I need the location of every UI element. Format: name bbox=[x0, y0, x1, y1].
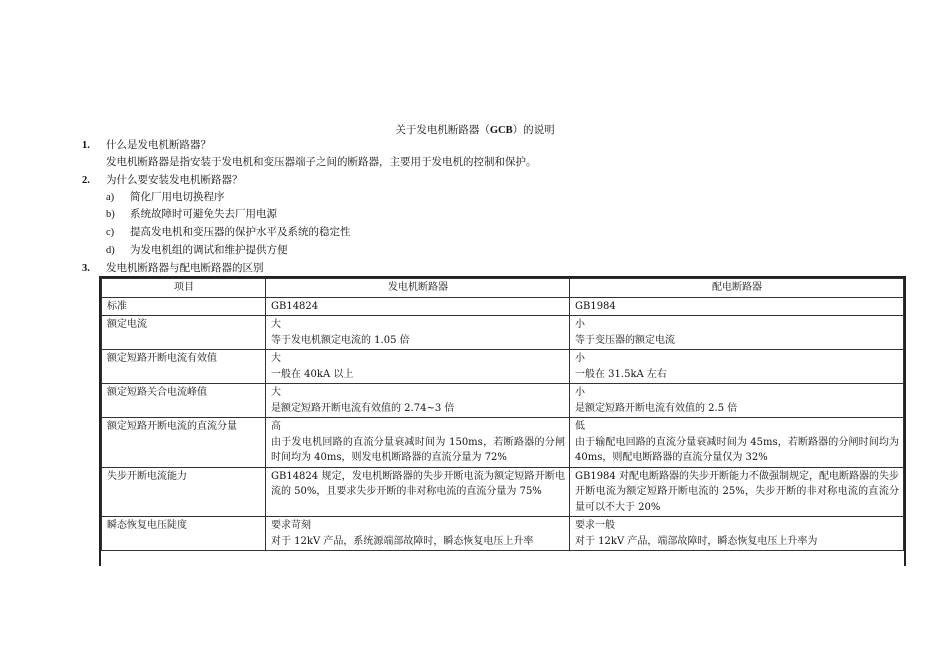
cell-line: 是额定短路开断电流有效值的 2.74~3 倍 bbox=[271, 402, 455, 414]
cell-line: 高 bbox=[271, 421, 281, 432]
document-title bbox=[0, 122, 950, 137]
section-1-text: 发电机断路器是指安装于发电机和变压器端子之间的断路器，主要用于发电机的控制和保护。 bbox=[106, 156, 537, 168]
title-bold: GCB bbox=[489, 125, 513, 136]
cell-line: GB14824 bbox=[271, 300, 319, 312]
list-item-text: 提高发电机和变压器的保护水平及系统的稳定性 bbox=[130, 226, 351, 238]
list-item-label: b) bbox=[106, 209, 115, 220]
table-header-row bbox=[102, 279, 904, 298]
cell-distribution bbox=[570, 316, 904, 350]
table-row bbox=[102, 297, 904, 316]
cell-item: 瞬态恢复电压陡度 bbox=[102, 517, 266, 551]
list-item-text: 系统故障时可避免失去厂用电源 bbox=[130, 208, 277, 220]
cell-line: 小 bbox=[575, 353, 585, 364]
cell-line: GB1984 对配电断路器的失步开断能力不做强制规定，配电断路器的失步开断电流为额定短路开断电流的 25%，失步开断的非对称电流的直流分量可以不大于 20% bbox=[575, 470, 899, 513]
cell-item: 额定短路开断电流有效值 bbox=[102, 350, 266, 384]
list-item-text: 为发电机组的调试和维护提供方便 bbox=[130, 244, 288, 256]
cell-line: 要求苛刻 bbox=[271, 520, 311, 531]
title-suffix: ）的说明 bbox=[512, 124, 555, 136]
cell-item: 额定短路关合电流峰值 bbox=[102, 384, 266, 418]
section-heading-text: 为什么要安装发电机断路器？ bbox=[106, 174, 243, 186]
cell-item: 标准 bbox=[102, 297, 266, 316]
list-item-label: a) bbox=[106, 192, 115, 203]
section-number: 2. bbox=[82, 175, 90, 186]
cell-line: 是额定短路开断电流有效值的 2.5 倍 bbox=[575, 402, 738, 414]
cell-item: 额定电流 bbox=[102, 316, 266, 350]
cell-distribution bbox=[570, 517, 904, 551]
cell-gcb bbox=[266, 316, 570, 350]
list-item-label: c) bbox=[106, 227, 115, 238]
column-header-gcb: 发电机断路器 bbox=[266, 279, 570, 298]
table-row bbox=[102, 517, 904, 551]
title-prefix: 关于发电机断路器（ bbox=[395, 124, 490, 136]
cell-line: 等于发电机额定电流的 1.05 倍 bbox=[271, 334, 410, 346]
column-header-item: 项目 bbox=[102, 279, 266, 298]
section-number: 1. bbox=[82, 140, 90, 151]
section-number: 3. bbox=[82, 263, 90, 274]
cell-line: 要求一般 bbox=[575, 520, 615, 531]
cell-line: GB1984 bbox=[575, 300, 616, 312]
cell-distribution bbox=[570, 350, 904, 384]
cell-gcb bbox=[266, 418, 570, 468]
cell-gcb bbox=[266, 297, 570, 316]
cell-line: 小 bbox=[575, 319, 585, 330]
list-item bbox=[106, 207, 277, 222]
list-item bbox=[106, 243, 288, 258]
column-header-distribution: 配电断路器 bbox=[570, 279, 904, 298]
cell-line: 大 bbox=[271, 353, 281, 364]
cell-line: 由于输配电回路的直流分量衰减时间为 45ms，若断路器的分闸时间均为 40ms，则配电断路器的直流分量仅为 32% bbox=[575, 436, 899, 463]
cell-gcb bbox=[266, 467, 570, 517]
table-row bbox=[102, 418, 904, 468]
list-item bbox=[106, 225, 351, 240]
table-row bbox=[102, 467, 904, 517]
cell-gcb bbox=[266, 384, 570, 418]
list-item-label: d) bbox=[106, 245, 115, 256]
section-3-heading bbox=[82, 261, 264, 276]
cell-line: 大 bbox=[271, 319, 281, 330]
cell-line: 由于发电机回路的直流分量衰减时间为 150ms，若断路器的分闸时间均为 40ms，则发电机断路器的直流分量为 72% bbox=[271, 436, 565, 463]
cell-line: 对于 12kV 产品，端部故障时，瞬态恢复电压上升率为 bbox=[575, 535, 818, 547]
section-heading-text: 发电机断路器与配电断路器的区别 bbox=[106, 262, 264, 274]
cell-distribution bbox=[570, 297, 904, 316]
cell-item: 失步开断电流能力 bbox=[102, 467, 266, 517]
list-item bbox=[106, 190, 225, 205]
cell-line: 等于变压器的额定电流 bbox=[575, 334, 675, 346]
list-item-text: 简化厂用电切换程序 bbox=[130, 191, 225, 203]
cell-gcb bbox=[266, 350, 570, 384]
cell-distribution bbox=[570, 384, 904, 418]
cell-line: 大 bbox=[271, 387, 281, 398]
cell-distribution bbox=[570, 418, 904, 468]
comparison-table bbox=[101, 278, 904, 551]
cell-line: 小 bbox=[575, 387, 585, 398]
section-heading-text: 什么是发电机断路器？ bbox=[106, 139, 211, 151]
cell-line: 一般在 40kA 以上 bbox=[271, 368, 354, 380]
cell-line: GB14824 规定，发电机断路器的失步开断电流为额定短路开断电流的 50%，且要求失步开断的非对称电流的直流分量为 75% bbox=[271, 470, 565, 497]
cell-line: 低 bbox=[575, 421, 585, 432]
table-row bbox=[102, 316, 904, 350]
cell-line: 对于 12kV 产品，系统源端部故障时，瞬态恢复电压上升率 bbox=[271, 535, 534, 547]
table-row bbox=[102, 350, 904, 384]
cell-distribution bbox=[570, 467, 904, 517]
table-row bbox=[102, 384, 904, 418]
cell-item: 额定短路开断电流的直流分量 bbox=[102, 418, 266, 468]
section-2-heading bbox=[82, 173, 243, 188]
section-1-heading bbox=[82, 138, 211, 153]
cell-line: 一般在 31.5kA 左右 bbox=[575, 368, 667, 380]
cell-gcb bbox=[266, 517, 570, 551]
